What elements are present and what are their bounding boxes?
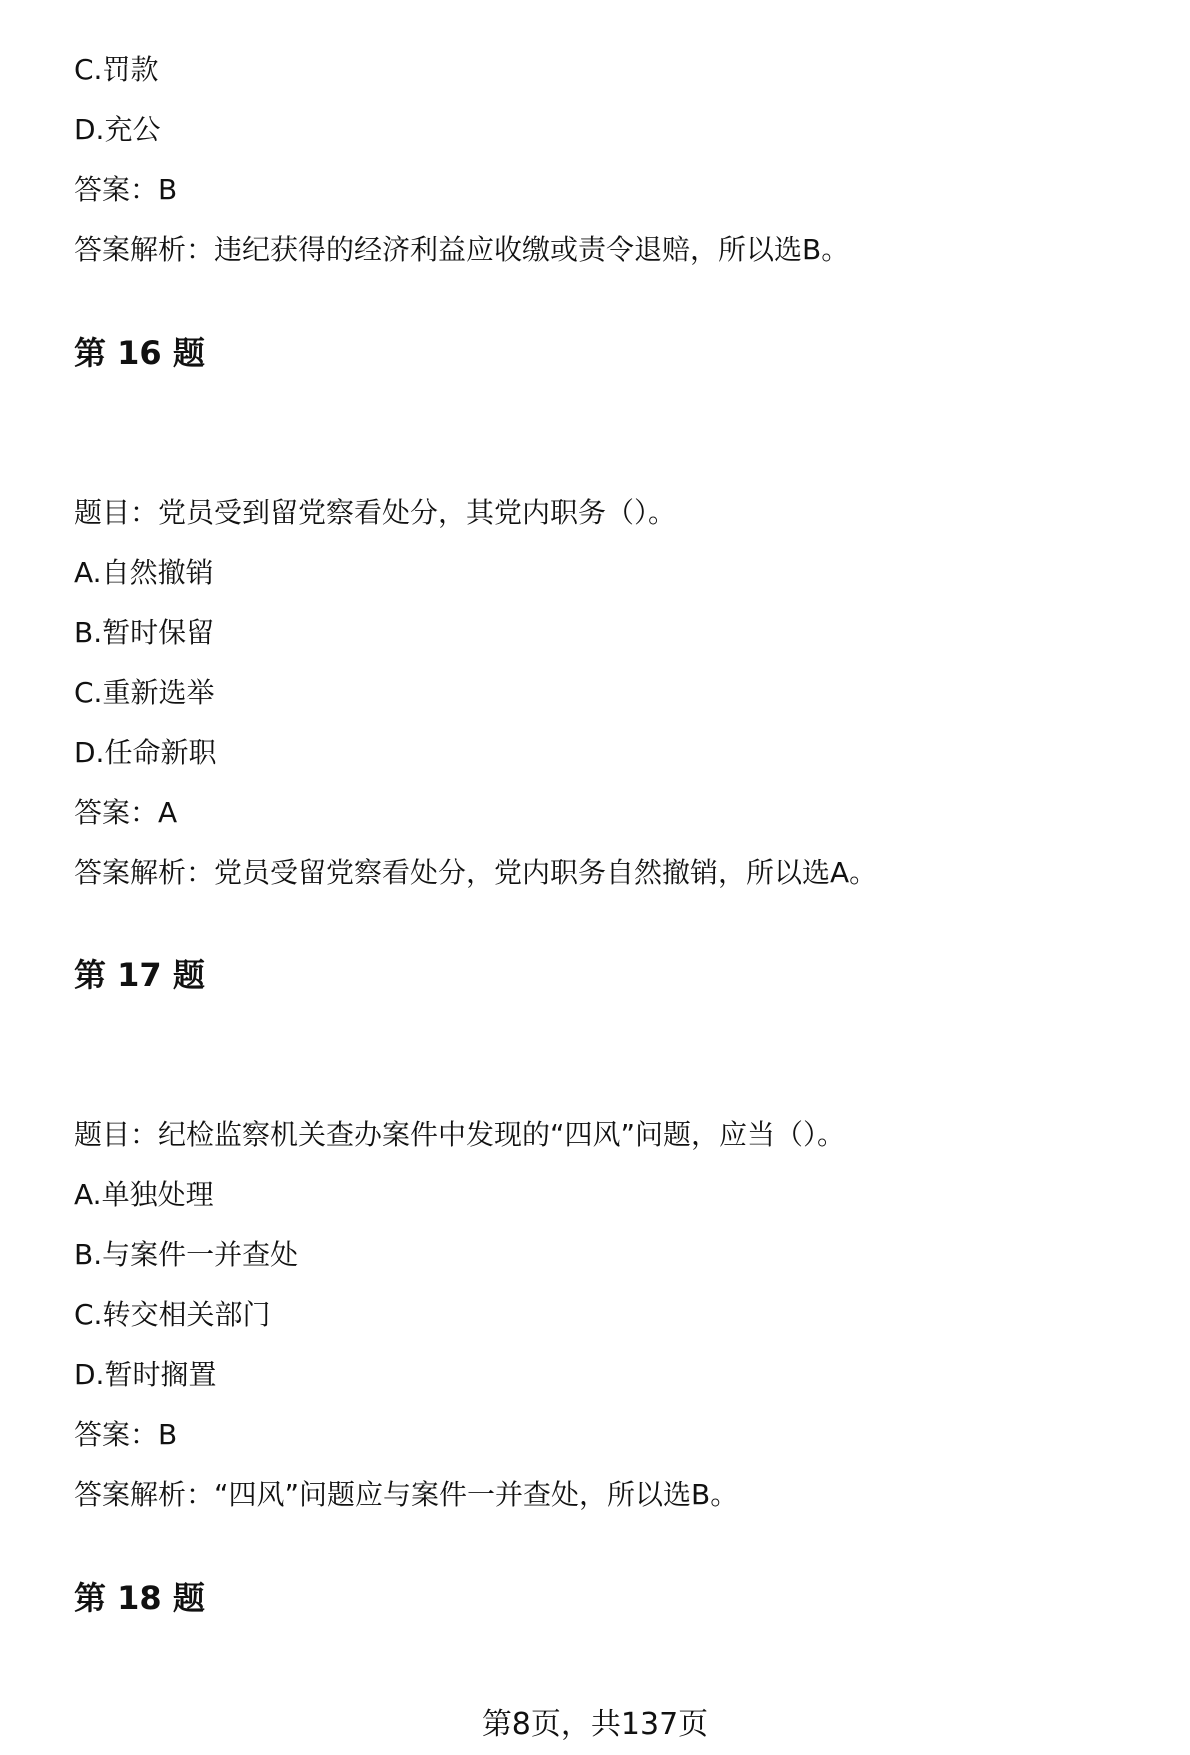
q17-answer: 答案：B (74, 1418, 178, 1451)
q17-question: 题目：纪检监察机关查办案件中发现的“四风”问题，应当（）。 (74, 1118, 846, 1151)
page-footer: 第8页，共137页 (481, 1707, 709, 1742)
q16-question: 题目：党员受到留党察看处分，其党内职务（）。 (74, 496, 677, 529)
q15-explanation: 答案解析：违纪获得的经济利益应收缴或责令退赔，所以选B。 (74, 233, 850, 266)
q16-explanation: 答案解析：党员受留党察看处分，党内职务自然撤销，所以选A。 (74, 856, 878, 889)
q17-option-b: B.与案件一并查处 (74, 1238, 299, 1271)
q17-option-c: C.转交相关部门 (74, 1298, 271, 1331)
q17-option-a: A.单独处理 (74, 1178, 214, 1211)
q15-option-c: C.罚款 (74, 53, 159, 86)
q16-option-c: C.重新选举 (74, 676, 215, 709)
q16-heading: 第 16 题 (74, 334, 205, 372)
q17-explanation: 答案解析：“四风”问题应与案件一并查处，所以选B。 (74, 1478, 739, 1511)
q16-option-d: D.任命新职 (74, 736, 217, 769)
q16-answer: 答案：A (74, 796, 178, 829)
q15-answer: 答案：B (74, 173, 178, 206)
q17-heading: 第 17 题 (74, 956, 205, 994)
q18-heading: 第 18 题 (74, 1579, 205, 1617)
q16-option-b: B.暂时保留 (74, 616, 215, 649)
q17-option-d: D.暂时搁置 (74, 1358, 217, 1391)
q15-option-d: D.充公 (74, 113, 161, 146)
q16-option-a: A.自然撤销 (74, 556, 214, 589)
